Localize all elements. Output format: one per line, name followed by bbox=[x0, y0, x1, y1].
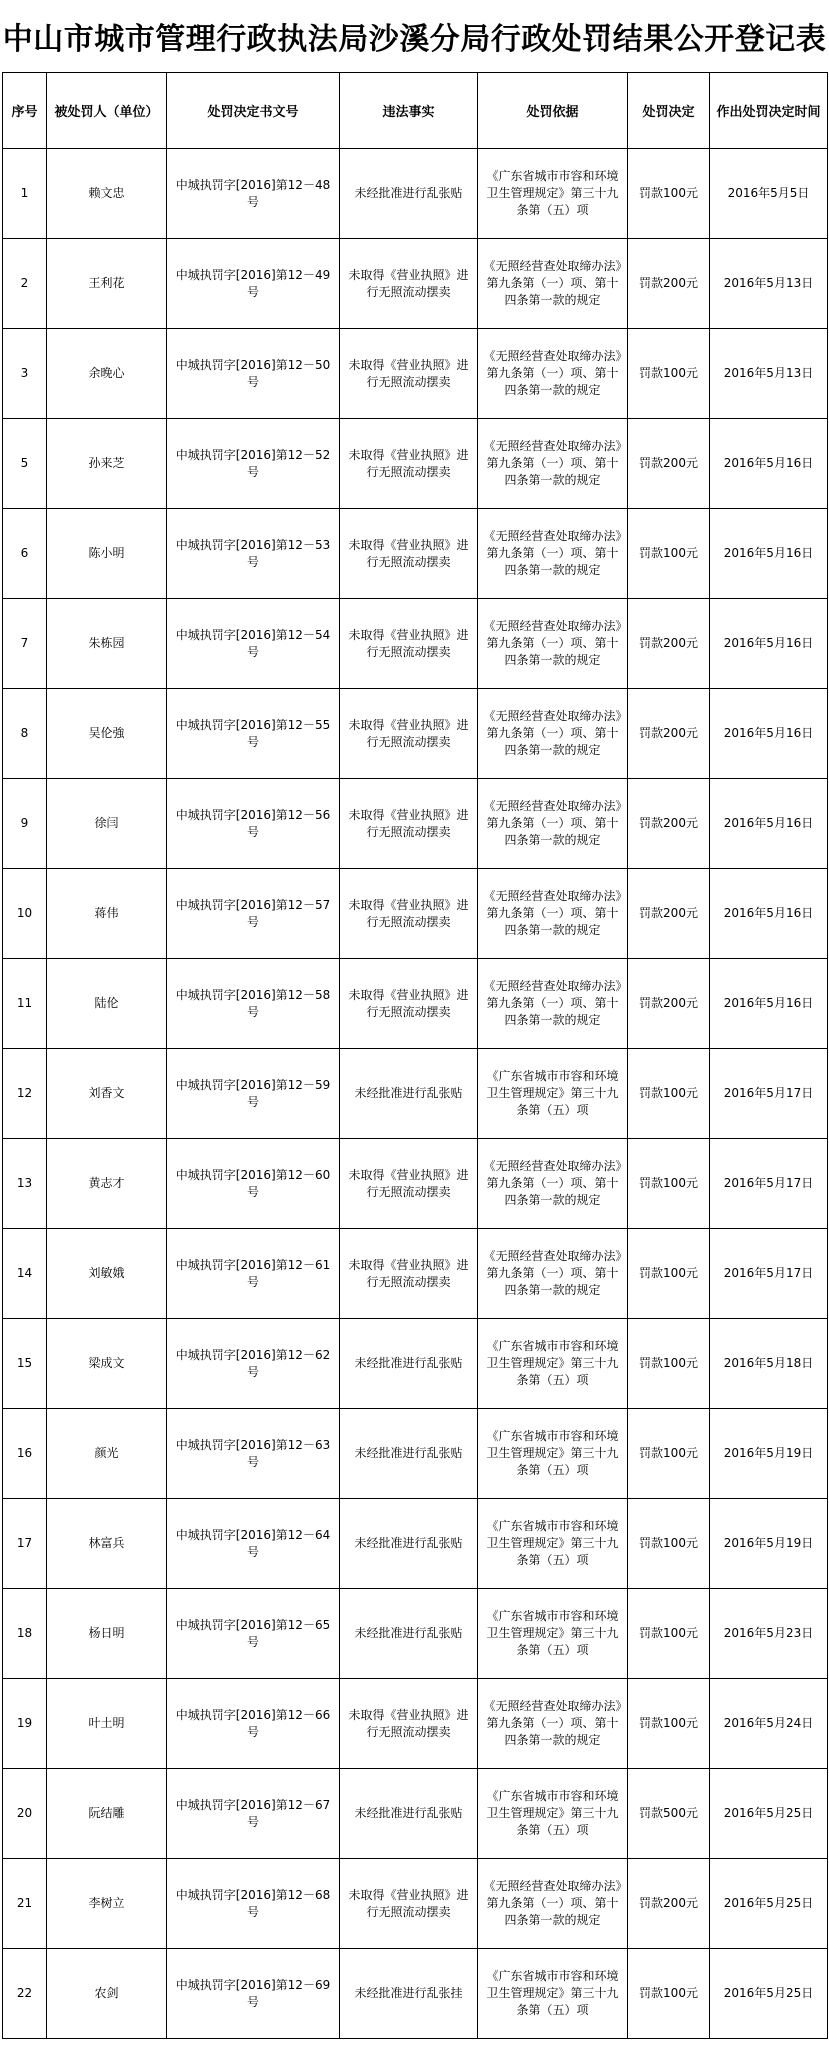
cell-name: 李树立 bbox=[47, 1859, 167, 1949]
cell-fact: 未取得《营业执照》进行无照流动摆卖 bbox=[340, 1859, 478, 1949]
cell-fact: 未经批准进行乱张贴 bbox=[340, 1049, 478, 1139]
cell-date: 2016年5月17日 bbox=[710, 1049, 828, 1139]
cell-date: 2016年5月25日 bbox=[710, 1949, 828, 2039]
cell-fact: 未经批准进行乱张挂 bbox=[340, 1949, 478, 2039]
cell-basis: 《无照经营查处取缔办法》第九条第（一）项、第十四条第一款的规定 bbox=[478, 329, 628, 419]
cell-fact: 未取得《营业执照》进行无照流动摆卖 bbox=[340, 419, 478, 509]
cell-decision: 罚款100元 bbox=[628, 509, 710, 599]
cell-date: 2016年5月17日 bbox=[710, 1229, 828, 1319]
cell-date: 2016年5月25日 bbox=[710, 1859, 828, 1949]
header-row bbox=[3, 73, 828, 149]
cell-no: 17 bbox=[3, 1499, 47, 1589]
table-row bbox=[3, 779, 828, 869]
cell-basis: 《无照经营查处取缔办法》第九条第（一）项、第十四条第一款的规定 bbox=[478, 1679, 628, 1769]
page-title: 中山市城市管理行政执法局沙溪分局行政处罚结果公开登记表 bbox=[2, 22, 827, 57]
cell-no: 6 bbox=[3, 509, 47, 599]
cell-doc: 中城执罚字[2016]第12－49号 bbox=[167, 239, 340, 329]
cell-date: 2016年5月17日 bbox=[710, 1139, 828, 1229]
cell-date: 2016年5月16日 bbox=[710, 419, 828, 509]
cell-date: 2016年5月16日 bbox=[710, 509, 828, 599]
cell-basis: 《广东省城市市容和环境卫生管理规定》第三十九条第（五）项 bbox=[478, 1589, 628, 1679]
header-cell-date: 作出处罚决定时间 bbox=[710, 73, 828, 149]
cell-decision: 罚款200元 bbox=[628, 869, 710, 959]
cell-date: 2016年5月16日 bbox=[710, 869, 828, 959]
cell-date: 2016年5月24日 bbox=[710, 1679, 828, 1769]
cell-fact: 未取得《营业执照》进行无照流动摆卖 bbox=[340, 869, 478, 959]
cell-decision: 罚款500元 bbox=[628, 1769, 710, 1859]
cell-decision: 罚款100元 bbox=[628, 149, 710, 239]
cell-basis: 《广东省城市市容和环境卫生管理规定》第三十九条第（五）项 bbox=[478, 1769, 628, 1859]
cell-name: 林富兵 bbox=[47, 1499, 167, 1589]
cell-doc: 中城执罚字[2016]第12－61号 bbox=[167, 1229, 340, 1319]
table-row bbox=[3, 509, 828, 599]
table-row bbox=[3, 599, 828, 689]
cell-fact: 未经批准进行乱张贴 bbox=[340, 1409, 478, 1499]
table-body bbox=[3, 149, 828, 2039]
cell-basis: 《广东省城市市容和环境卫生管理规定》第三十九条第（五）项 bbox=[478, 1499, 628, 1589]
cell-doc: 中城执罚字[2016]第12－58号 bbox=[167, 959, 340, 1049]
cell-doc: 中城执罚字[2016]第12－68号 bbox=[167, 1859, 340, 1949]
cell-date: 2016年5月5日 bbox=[710, 149, 828, 239]
table-row bbox=[3, 869, 828, 959]
cell-basis: 《无照经营查处取缔办法》第九条第（一）项、第十四条第一款的规定 bbox=[478, 869, 628, 959]
cell-name: 徐闫 bbox=[47, 779, 167, 869]
cell-name: 杨日明 bbox=[47, 1589, 167, 1679]
table-row bbox=[3, 239, 828, 329]
cell-decision: 罚款200元 bbox=[628, 419, 710, 509]
penalty-table bbox=[2, 72, 828, 2039]
cell-fact: 未经批准进行乱张贴 bbox=[340, 149, 478, 239]
cell-no: 14 bbox=[3, 1229, 47, 1319]
table-row bbox=[3, 1229, 828, 1319]
cell-date: 2016年5月16日 bbox=[710, 689, 828, 779]
table-row bbox=[3, 689, 828, 779]
cell-decision: 罚款100元 bbox=[628, 1409, 710, 1499]
cell-fact: 未取得《营业执照》进行无照流动摆卖 bbox=[340, 959, 478, 1049]
cell-basis: 《无照经营查处取缔办法》第九条第（一）项、第十四条第一款的规定 bbox=[478, 419, 628, 509]
cell-no: 7 bbox=[3, 599, 47, 689]
cell-basis: 《广东省城市市容和环境卫生管理规定》第三十九条第（五）项 bbox=[478, 1049, 628, 1139]
cell-name: 梁成文 bbox=[47, 1319, 167, 1409]
table-row bbox=[3, 419, 828, 509]
cell-doc: 中城执罚字[2016]第12－63号 bbox=[167, 1409, 340, 1499]
cell-doc: 中城执罚字[2016]第12－69号 bbox=[167, 1949, 340, 2039]
table-row bbox=[3, 1769, 828, 1859]
cell-basis: 《无照经营查处取缔办法》第九条第（一）项、第十四条第一款的规定 bbox=[478, 779, 628, 869]
cell-date: 2016年5月16日 bbox=[710, 779, 828, 869]
cell-date: 2016年5月13日 bbox=[710, 239, 828, 329]
cell-fact: 未取得《营业执照》进行无照流动摆卖 bbox=[340, 1679, 478, 1769]
cell-doc: 中城执罚字[2016]第12－52号 bbox=[167, 419, 340, 509]
cell-name: 阮结雕 bbox=[47, 1769, 167, 1859]
cell-decision: 罚款200元 bbox=[628, 1859, 710, 1949]
cell-no: 9 bbox=[3, 779, 47, 869]
cell-decision: 罚款200元 bbox=[628, 239, 710, 329]
cell-fact: 未取得《营业执照》进行无照流动摆卖 bbox=[340, 509, 478, 599]
cell-fact: 未取得《营业执照》进行无照流动摆卖 bbox=[340, 599, 478, 689]
cell-name: 蒋伟 bbox=[47, 869, 167, 959]
cell-name: 刘香文 bbox=[47, 1049, 167, 1139]
cell-no: 22 bbox=[3, 1949, 47, 2039]
cell-doc: 中城执罚字[2016]第12－64号 bbox=[167, 1499, 340, 1589]
cell-name: 吴伦強 bbox=[47, 689, 167, 779]
cell-doc: 中城执罚字[2016]第12－59号 bbox=[167, 1049, 340, 1139]
cell-date: 2016年5月19日 bbox=[710, 1409, 828, 1499]
cell-doc: 中城执罚字[2016]第12－48号 bbox=[167, 149, 340, 239]
cell-no: 11 bbox=[3, 959, 47, 1049]
table-row bbox=[3, 329, 828, 419]
table-row bbox=[3, 1589, 828, 1679]
cell-fact: 未经批准进行乱张贴 bbox=[340, 1769, 478, 1859]
cell-name: 王利花 bbox=[47, 239, 167, 329]
cell-date: 2016年5月13日 bbox=[710, 329, 828, 419]
table-row bbox=[3, 1139, 828, 1229]
table-row bbox=[3, 1409, 828, 1499]
cell-decision: 罚款100元 bbox=[628, 1679, 710, 1769]
cell-fact: 未经批准进行乱张贴 bbox=[340, 1319, 478, 1409]
cell-basis: 《无照经营查处取缔办法》第九条第（一）项、第十四条第一款的规定 bbox=[478, 689, 628, 779]
cell-decision: 罚款100元 bbox=[628, 1499, 710, 1589]
cell-basis: 《广东省城市市容和环境卫生管理规定》第三十九条第（五）项 bbox=[478, 1319, 628, 1409]
cell-fact: 未取得《营业执照》进行无照流动摆卖 bbox=[340, 329, 478, 419]
cell-no: 18 bbox=[3, 1589, 47, 1679]
cell-no: 15 bbox=[3, 1319, 47, 1409]
cell-no: 19 bbox=[3, 1679, 47, 1769]
cell-name: 陈小明 bbox=[47, 509, 167, 599]
cell-doc: 中城执罚字[2016]第12－60号 bbox=[167, 1139, 340, 1229]
cell-decision: 罚款100元 bbox=[628, 1229, 710, 1319]
cell-doc: 中城执罚字[2016]第12－54号 bbox=[167, 599, 340, 689]
cell-date: 2016年5月23日 bbox=[710, 1589, 828, 1679]
cell-no: 8 bbox=[3, 689, 47, 779]
cell-no: 12 bbox=[3, 1049, 47, 1139]
cell-basis: 《无照经营查处取缔办法》第九条第（一）项、第十四条第一款的规定 bbox=[478, 1139, 628, 1229]
cell-decision: 罚款100元 bbox=[628, 1049, 710, 1139]
header-cell-name: 被处罚人（单位） bbox=[47, 73, 167, 149]
cell-date: 2016年5月19日 bbox=[710, 1499, 828, 1589]
table-row bbox=[3, 1049, 828, 1139]
cell-doc: 中城执罚字[2016]第12－66号 bbox=[167, 1679, 340, 1769]
cell-decision: 罚款200元 bbox=[628, 779, 710, 869]
header-cell-decision: 处罚决定 bbox=[628, 73, 710, 149]
cell-name: 赖文忠 bbox=[47, 149, 167, 239]
cell-doc: 中城执罚字[2016]第12－65号 bbox=[167, 1589, 340, 1679]
cell-doc: 中城执罚字[2016]第12－67号 bbox=[167, 1769, 340, 1859]
cell-no: 13 bbox=[3, 1139, 47, 1229]
cell-basis: 《广东省城市市容和环境卫生管理规定》第三十九条第（五）项 bbox=[478, 149, 628, 239]
cell-name: 朱栋园 bbox=[47, 599, 167, 689]
cell-date: 2016年5月16日 bbox=[710, 959, 828, 1049]
cell-decision: 罚款100元 bbox=[628, 1589, 710, 1679]
cell-basis: 《广东省城市市容和环境卫生管理规定》第三十九条第（五）项 bbox=[478, 1409, 628, 1499]
cell-name: 刘敏娥 bbox=[47, 1229, 167, 1319]
header-cell-fact: 违法事实 bbox=[340, 73, 478, 149]
cell-doc: 中城执罚字[2016]第12－53号 bbox=[167, 509, 340, 599]
cell-no: 10 bbox=[3, 869, 47, 959]
cell-date: 2016年5月16日 bbox=[710, 599, 828, 689]
cell-doc: 中城执罚字[2016]第12－62号 bbox=[167, 1319, 340, 1409]
cell-fact: 未经批准进行乱张贴 bbox=[340, 1499, 478, 1589]
cell-decision: 罚款100元 bbox=[628, 1139, 710, 1229]
cell-name: 黄志才 bbox=[47, 1139, 167, 1229]
table-row bbox=[3, 1679, 828, 1769]
cell-basis: 《无照经营查处取缔办法》第九条第（一）项、第十四条第一款的规定 bbox=[478, 1859, 628, 1949]
cell-no: 3 bbox=[3, 329, 47, 419]
cell-decision: 罚款100元 bbox=[628, 1319, 710, 1409]
cell-basis: 《广东省城市市容和环境卫生管理规定》第三十九条第（五）项 bbox=[478, 1949, 628, 2039]
cell-no: 1 bbox=[3, 149, 47, 239]
table-row bbox=[3, 959, 828, 1049]
cell-fact: 未取得《营业执照》进行无照流动摆卖 bbox=[340, 239, 478, 329]
cell-name: 叶土明 bbox=[47, 1679, 167, 1769]
cell-doc: 中城执罚字[2016]第12－50号 bbox=[167, 329, 340, 419]
cell-date: 2016年5月18日 bbox=[710, 1319, 828, 1409]
cell-fact: 未经批准进行乱张贴 bbox=[340, 1589, 478, 1679]
cell-name: 孙来芝 bbox=[47, 419, 167, 509]
cell-no: 21 bbox=[3, 1859, 47, 1949]
cell-fact: 未取得《营业执照》进行无照流动摆卖 bbox=[340, 779, 478, 869]
cell-name: 农剑 bbox=[47, 1949, 167, 2039]
cell-decision: 罚款200元 bbox=[628, 599, 710, 689]
cell-fact: 未取得《营业执照》进行无照流动摆卖 bbox=[340, 1139, 478, 1229]
cell-name: 颜光 bbox=[47, 1409, 167, 1499]
cell-basis: 《无照经营查处取缔办法》第九条第（一）项、第十四条第一款的规定 bbox=[478, 509, 628, 599]
cell-no: 5 bbox=[3, 419, 47, 509]
table-row bbox=[3, 1499, 828, 1589]
header-cell-doc: 处罚决定书文号 bbox=[167, 73, 340, 149]
cell-decision: 罚款200元 bbox=[628, 689, 710, 779]
cell-basis: 《无照经营查处取缔办法》第九条第（一）项、第十四条第一款的规定 bbox=[478, 1229, 628, 1319]
table-row bbox=[3, 1859, 828, 1949]
header-cell-basis: 处罚依据 bbox=[478, 73, 628, 149]
cell-no: 20 bbox=[3, 1769, 47, 1859]
cell-basis: 《无照经营查处取缔办法》第九条第（一）项、第十四条第一款的规定 bbox=[478, 599, 628, 689]
table-row bbox=[3, 1319, 828, 1409]
cell-basis: 《无照经营查处取缔办法》第九条第（一）项、第十四条第一款的规定 bbox=[478, 959, 628, 1049]
cell-name: 陆伦 bbox=[47, 959, 167, 1049]
cell-name: 余晚心 bbox=[47, 329, 167, 419]
cell-fact: 未取得《营业执照》进行无照流动摆卖 bbox=[340, 689, 478, 779]
cell-no: 16 bbox=[3, 1409, 47, 1499]
cell-basis: 《无照经营查处取缔办法》第九条第（一）项、第十四条第一款的规定 bbox=[478, 239, 628, 329]
header-cell-no: 序号 bbox=[3, 73, 47, 149]
cell-decision: 罚款100元 bbox=[628, 329, 710, 419]
cell-decision: 罚款200元 bbox=[628, 959, 710, 1049]
cell-no: 2 bbox=[3, 239, 47, 329]
cell-fact: 未取得《营业执照》进行无照流动摆卖 bbox=[340, 1229, 478, 1319]
cell-doc: 中城执罚字[2016]第12－56号 bbox=[167, 779, 340, 869]
table-row bbox=[3, 149, 828, 239]
table-row bbox=[3, 1949, 828, 2039]
cell-doc: 中城执罚字[2016]第12－55号 bbox=[167, 689, 340, 779]
cell-date: 2016年5月25日 bbox=[710, 1769, 828, 1859]
cell-doc: 中城执罚字[2016]第12－57号 bbox=[167, 869, 340, 959]
cell-decision: 罚款100元 bbox=[628, 1949, 710, 2039]
